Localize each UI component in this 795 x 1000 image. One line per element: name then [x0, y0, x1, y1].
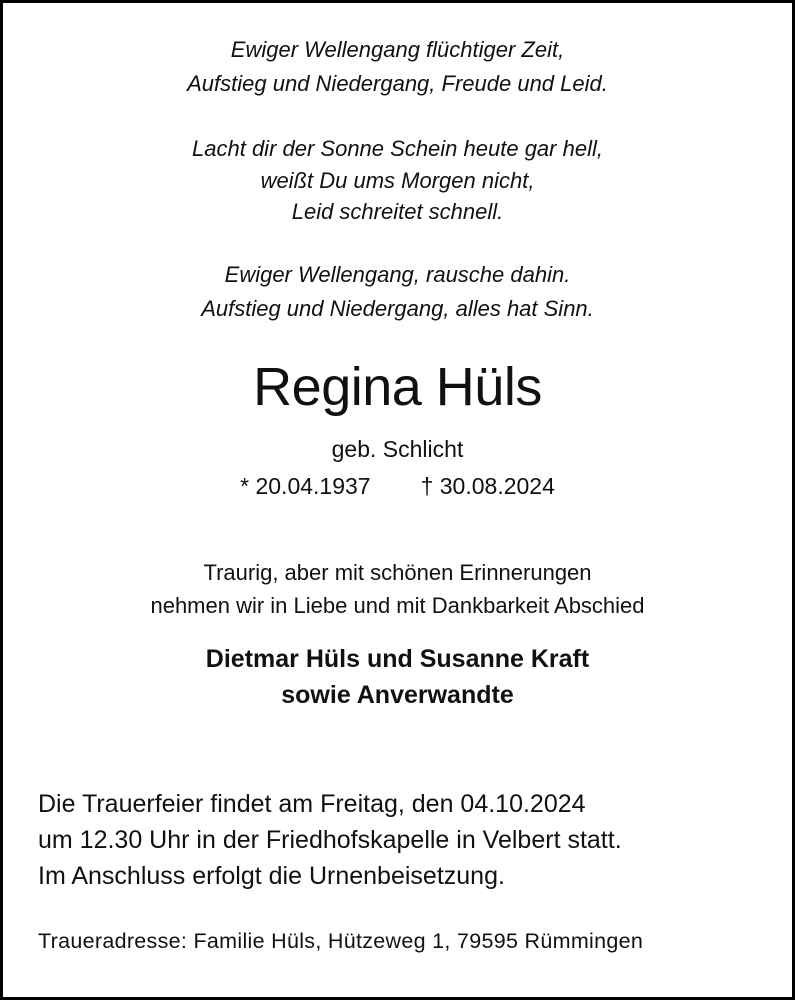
poem-line: Aufstieg und Niedergang, alles hat Sinn. — [201, 296, 594, 321]
death-date: † 30.08.2024 — [420, 473, 555, 499]
life-dates — [0, 475, 795, 498]
poem-line: weißt Du ums Morgen nicht, — [260, 168, 535, 193]
birth-date: * 20.04.1937 — [240, 473, 371, 499]
farewell-line: Traurig, aber mit schönen Erinnerungen — [203, 560, 592, 585]
farewell-line: nehmen wir in Liebe und mit Dankbarkeit Abschied — [150, 593, 645, 618]
service-line: Die Trauerfeier findet am Freitag, den 04.10.2024 — [38, 790, 586, 818]
mourners-line: Dietmar Hüls und Susanne Kraft — [205, 645, 590, 673]
poem-line: Ewiger Wellengang, rausche dahin. — [224, 262, 571, 287]
mourning-address: Traueradresse: Familie Hüls, Hützeweg 1, 79595 Rümmingen — [38, 929, 644, 953]
deceased-name: Regina Hüls — [253, 357, 542, 417]
service-line: Im Anschluss erfolgt die Urnenbeisetzung. — [38, 862, 505, 890]
service-line: um 12.30 Uhr in der Friedhofskapelle in Velbert statt. — [38, 826, 622, 854]
poem-line: Aufstieg und Niedergang, Freude und Leid. — [187, 71, 608, 96]
poem-line: Ewiger Wellengang flüchtiger Zeit, — [230, 37, 565, 62]
maiden-name: geb. Schlicht — [331, 436, 464, 462]
mourners-line: sowie Anverwandte — [281, 681, 514, 709]
poem-line: Lacht dir der Sonne Schein heute gar hell, — [192, 136, 603, 161]
poem-line: Leid schreitet schnell. — [291, 199, 504, 224]
